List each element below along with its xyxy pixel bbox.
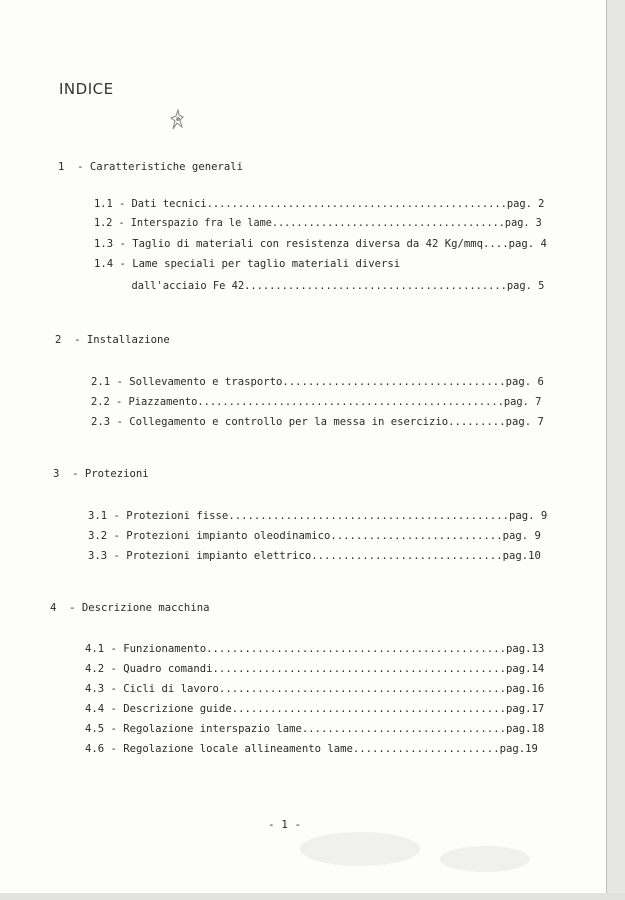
paper-stain — [440, 846, 530, 872]
toc-entry: 4.5 - Regolazione interspazio lame................................pag.18 — [85, 723, 545, 735]
toc-entry: dall'acciaio Fe 42..........................................pag. 5 — [94, 280, 545, 292]
toc-entry: 4.1 - Funzionamento...............................................pag.13 — [85, 643, 545, 655]
toc-entry: 3.2 - Protezioni impianto oleodinamico...........................pag. 9 — [88, 530, 541, 542]
toc-entry: 3.1 - Protezioni fisse............................................pag. 9 — [88, 510, 548, 522]
toc-entry: 4.6 - Regolazione locale allineamento lame.......................pag.19 — [85, 743, 538, 755]
toc-entry: 1.3 - Taglio di materiali con resistenza diversa da 42 Kg/mmq....pag. 4 — [94, 238, 547, 250]
toc-entry: 2.1 - Sollevamento e trasporto...................................pag. 6 — [91, 376, 544, 388]
toc-entry: 2.2 - Piazzamento.................................................pag. 7 — [91, 396, 542, 408]
scan-edge-right — [607, 0, 625, 900]
scan-edge-bottom — [0, 893, 625, 900]
paper-stain — [300, 832, 420, 866]
ink-smudge-icon — [170, 109, 186, 131]
toc-entry: 3.3 - Protezioni impianto elettrico..............................pag.10 — [88, 550, 541, 562]
toc-entry: 1.1 - Dati tecnici................................................pag. 2 — [94, 198, 545, 210]
section-heading-3: 3 - Protezioni — [53, 468, 149, 480]
toc-entry: 4.2 - Quadro comandi..............................................pag.14 — [85, 663, 545, 675]
toc-entry: 4.3 - Cicli di lavoro.............................................pag.16 — [85, 683, 545, 695]
toc-entry: 4.4 - Descrizione guide...........................................pag.17 — [85, 703, 545, 715]
page-number: - 1 - — [268, 818, 302, 831]
page-title: INDICE — [59, 80, 114, 98]
section-heading-2: 2 - Installazione — [55, 334, 170, 346]
section-heading-4: 4 - Descrizione macchina — [50, 602, 210, 614]
toc-entry: 1.2 - Interspazio fra le lame......................................pag. 3 — [94, 218, 542, 229]
toc-entry: 2.3 - Collegamento e controllo per la messa in esercizio.........pag. 7 — [91, 416, 544, 428]
toc-entry: 1.4 - Lame speciali per taglio materiali diversi — [94, 258, 401, 270]
section-heading-1: 1 - Caratteristiche generali — [58, 161, 243, 173]
